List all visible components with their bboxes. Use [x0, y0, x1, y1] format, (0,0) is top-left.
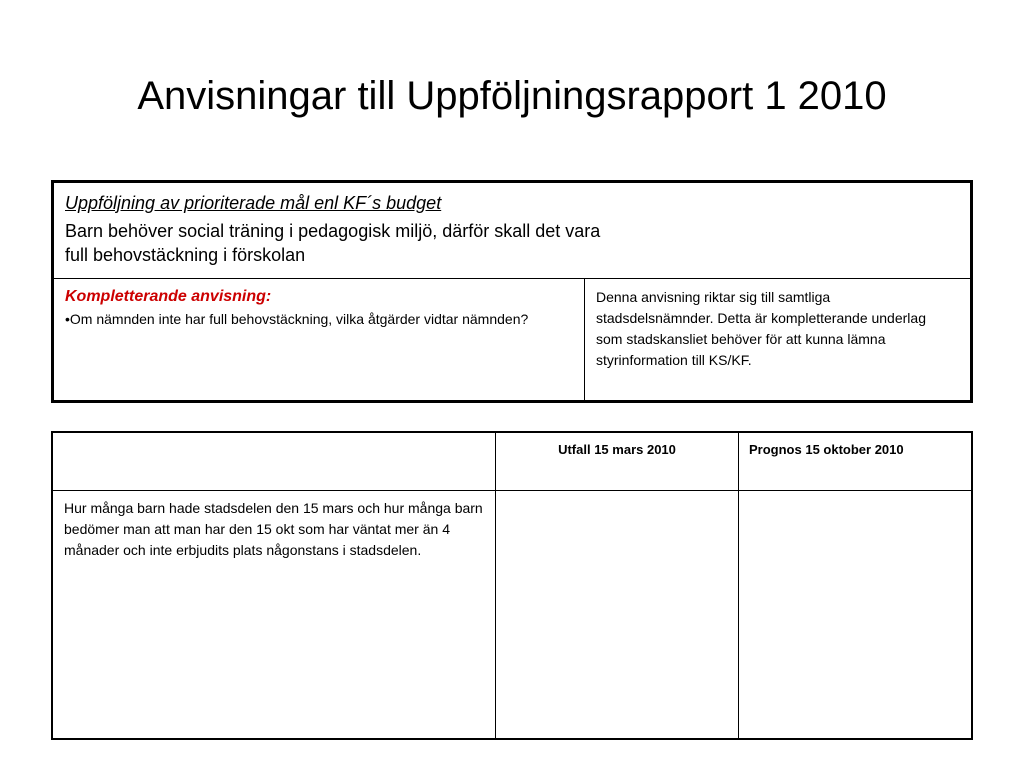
- goal-cell: [54, 183, 970, 279]
- header-cell-blank: [53, 433, 496, 491]
- goal-heading: Uppföljning av prioriterade mål enl KF´s budget: [65, 193, 442, 213]
- report-table: [51, 431, 973, 740]
- table-row-question-cell: [53, 491, 496, 738]
- goal-text: Barn behöver social träning i pedagogisk miljö, därför skall det vara full behovstäckning i förskolan: [65, 221, 601, 265]
- page-title: Anvisningar till Uppföljningsrapport 1 2010: [137, 74, 887, 118]
- supplementary-bullet: •Om nämnden inte har full behovstäckning, vilka åtgärder vidtar nämnden?: [65, 311, 529, 327]
- header-cell-forecast: [739, 433, 971, 491]
- goal-table: [51, 180, 973, 403]
- question-text: Hur många barn hade stadsdelen den 15 mars och hur många barn bedömer man att man har den 15 okt som har väntat mer än 4 månader och inte erbjudits plats någonstans i stadsdelen.: [64, 500, 483, 558]
- column-header-forecast: Prognos 15 oktober 2010: [749, 442, 904, 457]
- header-cell-outcome: [496, 433, 739, 491]
- supplementary-heading: Kompletterande anvisning:: [65, 288, 272, 305]
- supplementary-note-cell: [585, 279, 970, 400]
- column-header-outcome: Utfall 15 mars 2010: [558, 442, 676, 457]
- outcome-input-cell[interactable]: [496, 491, 739, 738]
- forecast-input-cell[interactable]: [739, 491, 971, 738]
- supplementary-note: Denna anvisning riktar sig till samtliga stadsdelsnämnder. Detta är kompletterande underlag som stadskansliet behöver för att kunna lämna styrinformation till KS/KF.: [596, 289, 926, 368]
- supplementary-cell: [54, 279, 585, 400]
